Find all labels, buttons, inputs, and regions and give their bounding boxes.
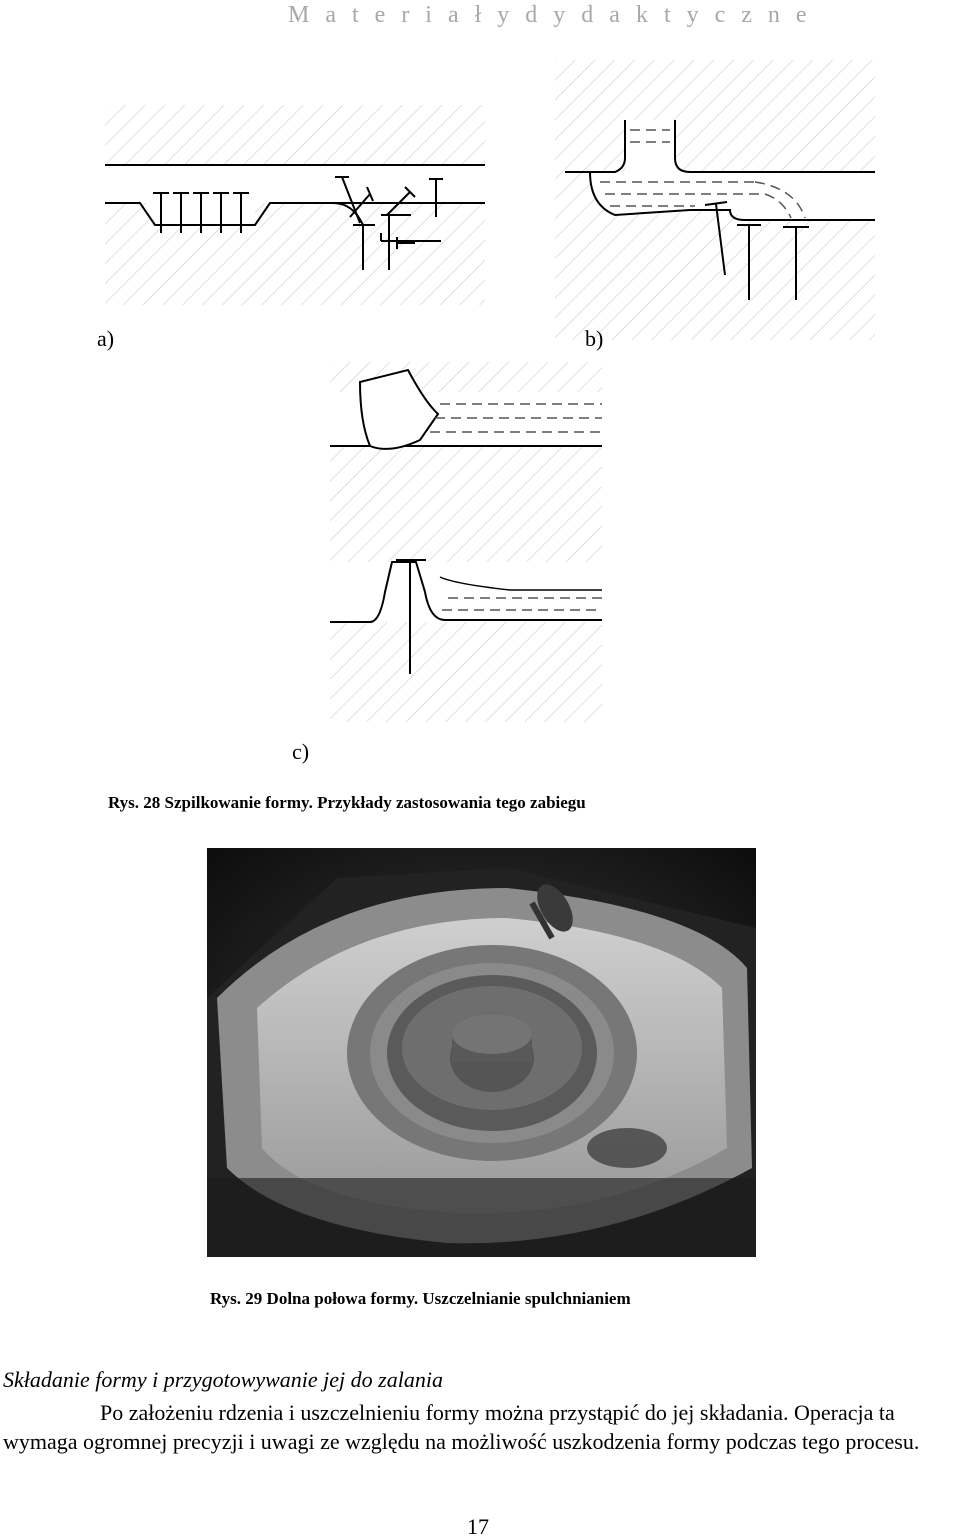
figure-29-mold-photo <box>207 848 756 1257</box>
figure-28b-label: b) <box>585 326 604 351</box>
figure-29-caption: Rys. 29 Dolna połowa formy. Uszczelnianie spulchnianiem <box>210 1289 631 1308</box>
figure-28c-pinning-diagram <box>330 362 602 722</box>
section-paragraph <box>3 1398 959 1456</box>
section-title: Składanie formy i przygotowywanie jej do zalania <box>3 1367 443 1392</box>
figure-28a-pinning-diagram <box>105 105 485 305</box>
figure-28c-label: c) <box>292 739 310 764</box>
figure-28-caption: Rys. 28 Szpilkowanie formy. Przykłady zastosowania tego zabiegu <box>108 793 586 812</box>
figure-28a-label: a) <box>97 326 115 351</box>
document-header: M a t e r i a ł y d y d a k t y c z n e <box>288 2 812 28</box>
figure-28b-pinning-diagram <box>555 60 875 340</box>
page-number: 17 <box>467 1514 489 1539</box>
paragraph-text: Po założeniu rdzenia i uszczelnieniu formy można przystąpić do jej składania. Operacja ta wymaga ogromnej precyzji i uwagi ze względu na możliwość uszkodzenia formy podczas tego procesu. <box>3 1400 920 1454</box>
